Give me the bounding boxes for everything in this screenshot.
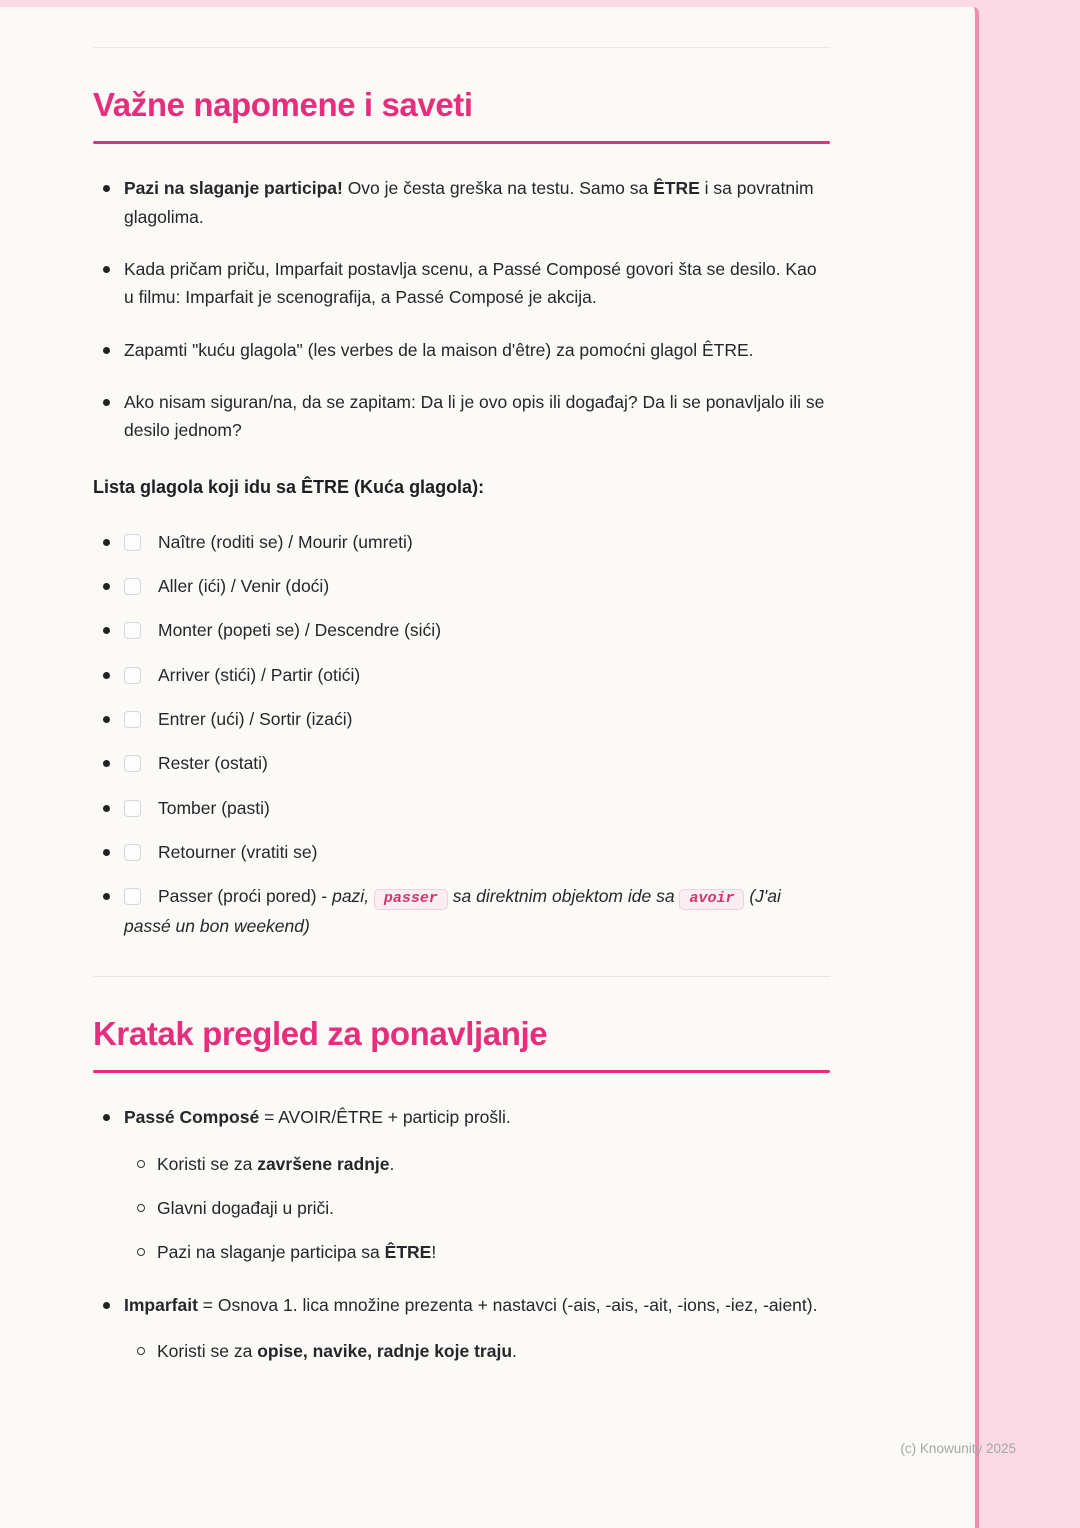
watermark: (c) Knowunity 2025: [900, 1441, 1016, 1456]
checkbox[interactable]: [124, 534, 141, 551]
review-bullet-list: [93, 1103, 830, 1365]
review-sub-list: [131, 1150, 830, 1267]
verb-checklist-item: [93, 705, 830, 733]
text-segment: pazi,: [332, 886, 374, 907]
text-segment: sa direktnim objektom ide sa: [447, 886, 680, 907]
review-item: [93, 1103, 830, 1266]
verb-checklist-item: [93, 838, 830, 866]
bullet-marker: [103, 716, 110, 723]
text-segment: i sa povratnim glagolima.: [124, 178, 814, 227]
text-segment: (J'ai passé un bon weekend): [124, 886, 781, 936]
text-segment: Monter (popeti se) / Descendre (sići): [158, 620, 442, 641]
text-segment: Passer (proći pored) -: [158, 886, 333, 907]
bullet-marker: [103, 849, 110, 856]
verb-checklist-item: [93, 616, 830, 644]
note-item: [93, 174, 830, 231]
verb-checklist-item: [93, 794, 830, 822]
verb-list-heading: Lista glagola koji idu sa ÊTRE (Kuća glagola):: [93, 476, 485, 497]
bullet-marker: [103, 805, 110, 812]
text-segment: Aller (ići) / Venir (doći): [158, 576, 330, 596]
note-text: [124, 255, 830, 312]
document-card: [0, 7, 979, 1528]
text-segment: Retourner (vratiti se): [158, 842, 318, 863]
sub-bullet-marker: [137, 1248, 145, 1256]
text-segment: Koristi se za: [157, 1341, 258, 1362]
review-sub-item: [131, 1337, 830, 1365]
checkbox[interactable]: [124, 711, 141, 728]
section-notes: [93, 84, 830, 940]
review-title: Kratak pregled za ponavljanje: [93, 1015, 548, 1053]
verb-label: [158, 753, 268, 773]
text-segment: Ovo je česta greška na testu. Samo sa: [342, 178, 654, 199]
text-segment: Glavni događaji u priči.: [157, 1197, 335, 1218]
bullet-marker: [103, 627, 110, 634]
verb-label: [158, 665, 360, 685]
text-segment: Naître (roditi se) / Mourir (umreti): [158, 531, 413, 552]
checkbox[interactable]: [124, 844, 141, 861]
bullet-marker: [103, 893, 110, 900]
review-text: [124, 1103, 830, 1131]
checkbox[interactable]: [124, 578, 141, 595]
text-segment: opise, navike, radnje koje traju: [257, 1341, 513, 1362]
bullet-marker: [103, 185, 110, 192]
text-segment: = Osnova 1. lica množine prezenta + nastavci (-ais, -ais, -ait, -ions, -iez, -aient).: [197, 1294, 818, 1315]
text-segment: ÊTRE: [653, 178, 700, 199]
note-text: [124, 336, 830, 364]
verb-label: [158, 842, 318, 862]
checkbox[interactable]: [124, 800, 141, 817]
text-segment: Passé Composé: [124, 1107, 260, 1128]
verb-checklist-item: [93, 749, 830, 777]
sub-bullet-marker: [137, 1204, 145, 1212]
text-segment: Zapamti "kuću glagola" (les verbes de la maison d'être) za pomoćni glagol ÊTRE.: [124, 339, 754, 360]
note-item: [93, 255, 830, 312]
sub-bullet-marker: [137, 1347, 145, 1355]
checkbox[interactable]: [124, 888, 141, 905]
checkbox[interactable]: [124, 755, 141, 772]
checkbox[interactable]: [124, 622, 141, 639]
text-segment: passer: [374, 889, 448, 910]
verb-checklist-item: [93, 528, 830, 556]
text-segment: završene radnje: [257, 1153, 390, 1174]
verb-label: [158, 576, 329, 596]
verb-label: [124, 886, 781, 935]
review-sub-list: [131, 1337, 830, 1365]
verb-checklist-item: [93, 572, 830, 600]
section-divider: [93, 976, 830, 977]
review-title-underline: [93, 1070, 830, 1073]
notes-title: Važne napomene i saveti: [93, 86, 473, 123]
bullet-marker: [103, 539, 110, 546]
verb-label: [158, 798, 270, 818]
checkbox[interactable]: [124, 667, 141, 684]
note-text: [124, 174, 830, 231]
text-segment: Imparfait: [124, 1294, 198, 1315]
review-sub-text: [157, 1150, 830, 1178]
text-segment: Ako nisam siguran/na, da se zapitam: Da li je ovo opis ili događaj? Da li se ponavljalo ili se desilo jednom?: [124, 391, 825, 441]
text-segment: Pazi na slaganje participa sa: [157, 1242, 385, 1263]
review-text: [124, 1291, 830, 1319]
text-segment: !: [431, 1242, 437, 1263]
verb-checklist-item: [93, 661, 830, 689]
section-review: [93, 1013, 830, 1365]
verb-checklist-item: [93, 882, 830, 940]
notes-bullet-list: [93, 174, 830, 444]
review-sub-item: [131, 1238, 830, 1266]
verb-label: [158, 620, 441, 640]
review-sub-item: [131, 1150, 830, 1178]
text-segment: .: [512, 1341, 517, 1362]
bullet-marker: [103, 760, 110, 767]
review-sub-item: [131, 1194, 830, 1222]
bullet-marker: [103, 1302, 110, 1309]
note-text: [124, 388, 830, 445]
review-item: [93, 1291, 830, 1366]
review-sub-text: [157, 1337, 830, 1365]
verb-checklist: [93, 528, 830, 940]
notes-title-underline: [93, 141, 830, 144]
bullet-marker: [103, 347, 110, 354]
bullet-marker: [103, 1114, 110, 1121]
text-segment: ÊTRE: [384, 1242, 432, 1263]
bullet-marker: [103, 266, 110, 273]
document-content: [0, 7, 975, 1365]
text-segment: avoir: [679, 889, 744, 910]
text-segment: Koristi se za: [157, 1153, 258, 1174]
review-sub-text: [157, 1238, 830, 1266]
verb-label: [158, 709, 352, 729]
note-item: [93, 336, 830, 364]
text-segment: .: [389, 1153, 395, 1174]
text-segment: Entrer (ući) / Sortir (izaći): [158, 709, 353, 730]
review-sub-text: [157, 1194, 830, 1222]
bullet-marker: [103, 583, 110, 590]
top-divider: [93, 47, 830, 48]
verb-label: [158, 532, 413, 552]
bullet-marker: [103, 672, 110, 679]
text-segment: Arriver (stići) / Partir (otići): [158, 664, 361, 685]
text-segment: Pazi na slaganje participa!: [124, 178, 343, 199]
text-segment: Kada pričam priču, Imparfait postavlja scenu, a Passé Composé govori šta se desilo. Kao u filmu: Imparfait je scenografija, a Passé Composé je akcija.: [124, 258, 817, 308]
note-item: [93, 388, 830, 445]
sub-bullet-marker: [137, 1160, 145, 1168]
text-segment: = AVOIR/ÊTRE + particip prošli.: [259, 1107, 511, 1128]
text-segment: Rester (ostati): [158, 753, 268, 774]
text-segment: Tomber (pasti): [158, 797, 270, 818]
bullet-marker: [103, 399, 110, 406]
